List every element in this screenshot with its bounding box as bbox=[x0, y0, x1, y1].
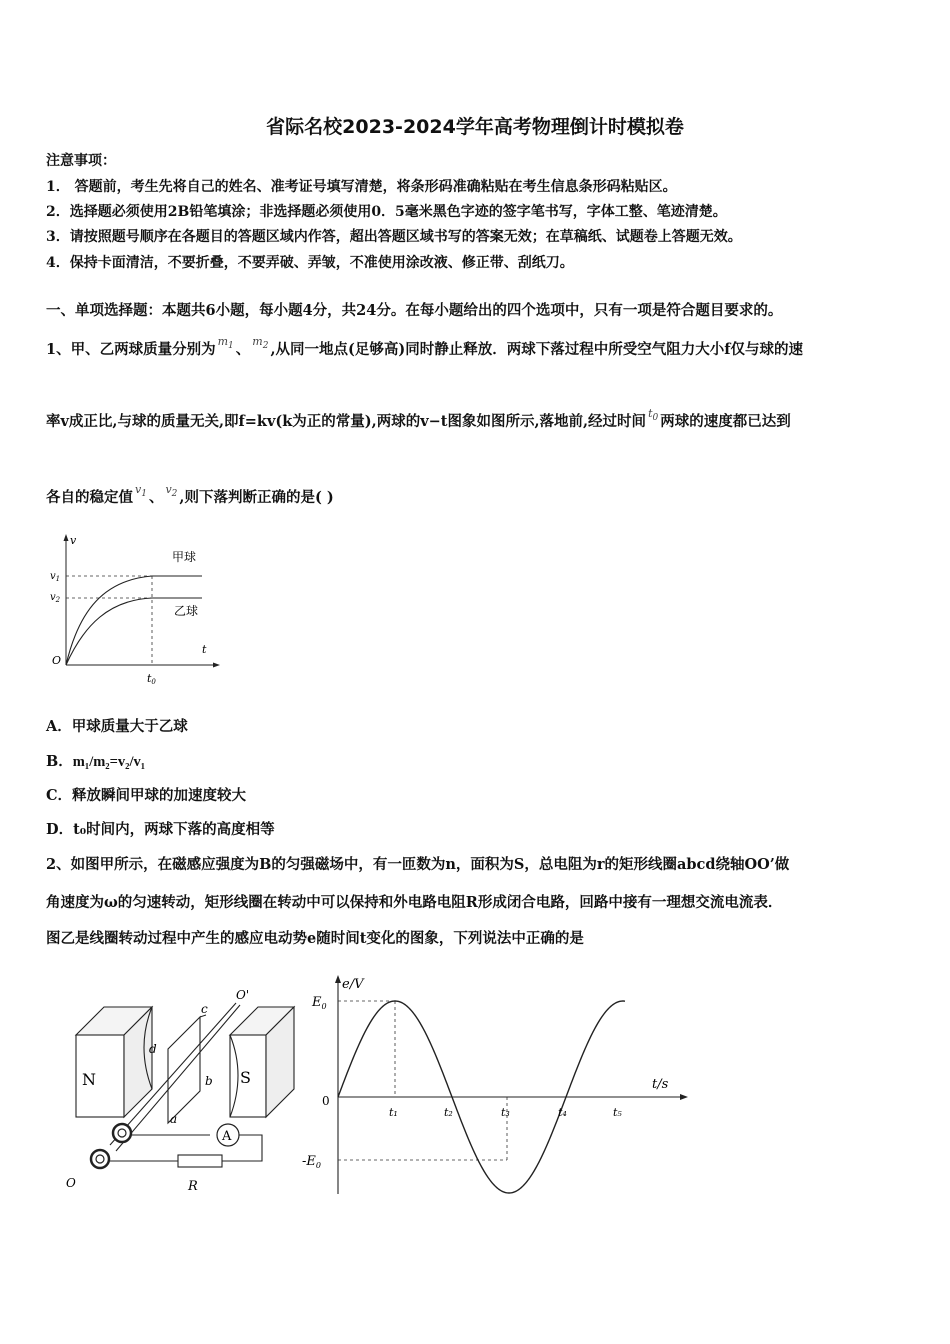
label-s: S bbox=[240, 1068, 251, 1087]
et-tick-t2: t₂ bbox=[444, 1106, 453, 1119]
vt-y-arrow bbox=[64, 534, 69, 541]
q1-option-b[interactable]: B．m₁/m₂=v₂/v₁ bbox=[46, 753, 146, 770]
notice-item-2: 2．选择题必须使用2B铅笔填涂；非选择题必须使用0．5毫米黑色字迹的签字笔书写，字体工整、笔迹清楚。 bbox=[46, 204, 727, 220]
q2-line-1: 2、如图甲所示，在磁感应强度为B的匀强磁场中，有一匝数为n，面积为S，总电阻为r的矩形线圈abcd绕轴OO’做 bbox=[46, 856, 790, 873]
q2-line-3: 图乙是线圈转动过程中产生的感应电动势e随时间t变化的图象，下列说法中正确的是 bbox=[46, 930, 584, 947]
q1-option-a[interactable]: A．甲球质量大于乙球 bbox=[46, 718, 188, 735]
q1-text: 1、甲、乙两球质量分别为 bbox=[46, 341, 216, 358]
q1-line-1: 1、甲、乙两球质量分别为 $^{m_1}$ 、 $^{m_2}$ ,从同一地点(足够高)同时静止释放．两球下落过程中所受空气阻力大小f仅与球的速 bbox=[46, 335, 803, 358]
notice-item-1: 1． 答题前，考生先将自己的姓名、准考证号填写清楚，将条形码准确粘贴在考生信息条形码粘贴区。 bbox=[46, 179, 677, 195]
var-v1: v1 bbox=[135, 483, 147, 500]
generator-figure bbox=[60, 985, 320, 1200]
label-n: N bbox=[82, 1070, 96, 1089]
et-neg-e0-label: $-E_0$ bbox=[302, 1154, 321, 1170]
q2-line-2: 角速度为ω的匀速转动，矩形线圈在转动中可以保持和外电路电阻R形成闭合电路，回路中接有一理想交流电流表． bbox=[46, 894, 783, 911]
notice-heading: 注意事项： bbox=[46, 153, 116, 169]
label-coil-a: a bbox=[170, 1112, 178, 1126]
et-tick-t3: t₃ bbox=[501, 1106, 510, 1119]
var-m2: m2 bbox=[252, 335, 269, 352]
vt-graph bbox=[44, 530, 224, 690]
et-origin-label: 0 bbox=[322, 1094, 330, 1108]
notice-item-4: 4．保持卡面清洁，不要折叠，不要弄破、弄皱，不准使用涂改液、修正带、刮纸刀。 bbox=[46, 255, 574, 271]
var-t0: t0 bbox=[648, 407, 659, 424]
vt-v1-label: $v_1$ bbox=[50, 571, 61, 583]
label-a-meter: A bbox=[222, 1129, 232, 1144]
vt-jia-label: 甲球 bbox=[172, 550, 197, 564]
q1-option-c[interactable]: C．释放瞬间甲球的加速度较大 bbox=[46, 787, 247, 804]
et-x-arrow bbox=[680, 1094, 688, 1100]
coil-front bbox=[168, 1017, 200, 1123]
label-o: O bbox=[66, 1176, 76, 1190]
vt-curve-jia bbox=[66, 576, 202, 665]
vt-y-label: v bbox=[70, 534, 77, 547]
notice-item-3: 3．请按照题号顺序在各题目的答题区域内作答，超出答题区域书写的答案无效；在草稿纸、试题卷上答题无效。 bbox=[46, 229, 742, 245]
et-tick-t4: t₄ bbox=[558, 1106, 567, 1119]
q1-line-2: 率v成正比,与球的质量无关,即f=kv(k为正的常量),两球的v−t图象如图所示,落地前,经过时间 $^{t_0}$ 两球的速度都已达到 bbox=[46, 407, 791, 430]
vt-v2-label: $v_2$ bbox=[50, 592, 61, 604]
slip-ring-2-inner bbox=[96, 1155, 104, 1163]
et-y-arrow bbox=[335, 975, 341, 983]
label-coil-b: b bbox=[205, 1074, 213, 1088]
resistor-r bbox=[178, 1155, 222, 1167]
q1-option-d[interactable]: D．t₀时间内，两球下落的高度相等 bbox=[46, 821, 275, 838]
vt-t0-label: t0 bbox=[147, 672, 156, 686]
et-graph bbox=[300, 966, 695, 1201]
vt-x-label: t bbox=[202, 643, 207, 656]
et-e0-label: $E_0$ bbox=[312, 995, 327, 1011]
et-x-label: t/s bbox=[652, 1077, 669, 1092]
et-tick-t1: t₁ bbox=[389, 1106, 398, 1119]
var-v2: v2 bbox=[165, 483, 178, 500]
label-o-prime: O' bbox=[236, 988, 250, 1002]
vt-yi-label: 乙球 bbox=[174, 604, 199, 618]
vt-x-arrow bbox=[213, 663, 220, 668]
page-title: 省际名校2023-2024学年高考物理倒计时模拟卷 bbox=[266, 116, 684, 138]
label-coil-d: d bbox=[149, 1042, 157, 1056]
et-tick-t5: t₅ bbox=[613, 1106, 622, 1119]
slip-ring-1-inner bbox=[118, 1129, 126, 1137]
section-1-header: 一、单项选择题：本题共6小题，每小题4分，共24分。在每小题给出的四个选项中，只有一项是符合题目要求的。 bbox=[46, 302, 783, 319]
q1-line-3: 各自的稳定值 $^{v_1}$ 、 $^{v_2}$ ,则下落判断正确的是( ) bbox=[46, 483, 334, 506]
label-coil-c: c bbox=[201, 1002, 208, 1016]
et-y-label: e/V bbox=[342, 977, 364, 992]
var-m1: m1 bbox=[217, 335, 234, 352]
label-r: R bbox=[188, 1179, 198, 1194]
vt-origin-label: O bbox=[52, 654, 62, 667]
